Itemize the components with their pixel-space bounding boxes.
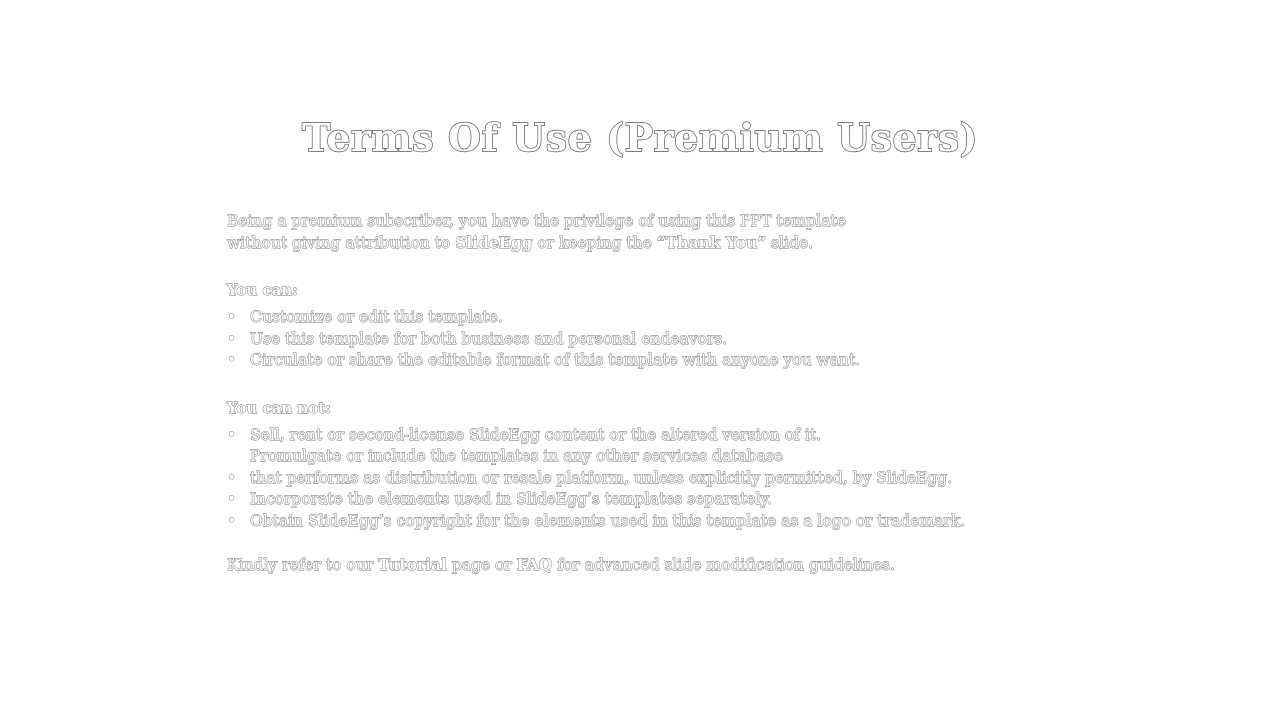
bullet-icon: • [227,468,237,487]
list-item [227,329,1047,351]
list-item [227,468,1047,490]
cannot-list [227,425,1047,533]
list-item-text: Circulate or share the editable format of this template with anyone you want. [250,351,861,369]
list-item [227,425,1047,447]
intro-line-1: Being a premium subscriber, you have the privilege of using this PPT template [227,212,846,230]
list-item-text: Use this template for both business and personal endeavors. [250,329,728,348]
list-item-text: Obtain SlideEgg’s copyright for the elements used in this template as a logo or trademark. [250,511,966,530]
list-item [227,350,1047,372]
terms-content [227,210,1047,576]
bullet-icon: • [227,308,237,326]
can-section-label: You can: [227,281,298,299]
footer-text-start: Kindly refer to our [227,556,379,574]
list-item [227,511,1047,533]
list-item-text: Promulgate or include the templates in any other services database [250,447,784,465]
intro-line-2-middle: or keeping the [532,234,657,252]
can-list [227,307,1047,372]
bullet-icon: • [227,511,237,530]
list-item-text: Sell, rent or second-license SlideEgg content or the altered version of it. [250,425,821,444]
bullet-icon: • [227,351,237,369]
bullet-icon: • [227,490,237,508]
tutorial-link[interactable]: Tutorial [378,555,447,574]
bullet-icon: • [227,329,237,348]
intro-paragraph [227,210,1047,254]
footer-note [227,554,1047,576]
list-item [227,489,1047,511]
footer-text-end: for advanced slide modification guidelines. [552,556,895,574]
list-item-text: Customize or edit this template. [250,308,503,326]
list-item-text: that performs as distribution or resale platform, unless explicitly permitted, by SlideEgg. [250,468,953,487]
slideegg-link[interactable]: SlideEgg [455,233,533,252]
intro-line-2-end: slide. [766,234,813,252]
list-item [227,446,1047,468]
footer-text-middle: page or [446,556,517,574]
faq-link[interactable]: FAQ [516,555,553,574]
intro-line-2-start: without giving attribution to [227,234,456,252]
thank-you-text: “Thank You” [656,233,767,252]
cannot-section-label: You can not: [227,398,331,417]
list-item-text: Incorporate the elements used in SlideEgg’s templates separately. [250,490,773,508]
bullet-icon: • [227,425,237,444]
list-item [227,307,1047,329]
page-title: Terms Of Use (Premium Users) [301,115,979,160]
